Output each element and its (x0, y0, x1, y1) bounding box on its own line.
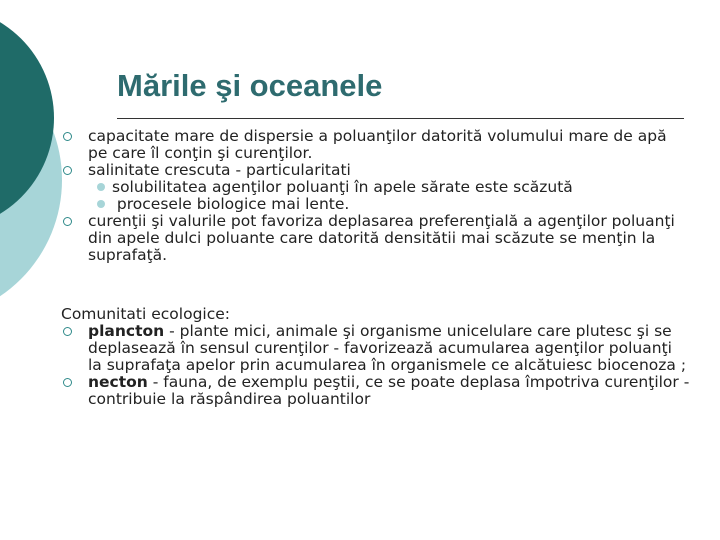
community-term: plancton (88, 322, 165, 340)
bullet-item-dispersion (60, 128, 690, 162)
bullet-item-salinity (60, 162, 690, 179)
hollow-bullet-icon (63, 378, 72, 387)
sub-bullet-item-biological (60, 196, 690, 213)
ecological-communities-section (60, 306, 690, 408)
sub-bullet-text: solubilitatea agenţilor poluanţi în apele sărate este scăzută (112, 178, 573, 196)
bullet-text: capacitate mare de dispersie a poluanţilor datorită volumului mare de apă pe care îl conţin şi curenţilor. (88, 127, 667, 162)
community-description: - fauna, de exemplu peştii, ce se poate deplasa împotriva curenţilor - contribuie la răspândirea poluantilor (88, 373, 690, 408)
sub-bullet-item-solubility (60, 179, 690, 196)
section-heading: Comunitati ecologice: (61, 305, 231, 323)
bullet-list (60, 128, 690, 264)
hollow-bullet-icon (63, 217, 72, 226)
hollow-bullet-icon (63, 166, 72, 175)
bullet-text: curenţii şi valurile pot favoriza deplasarea preferenţială a agenţilor poluanţi din apele dulci poluante care datorită densitătii mai scăzute se menţin la suprafaţă. (88, 212, 675, 264)
slide-title: Mările şi oceanele (117, 68, 383, 103)
community-item-plancton (60, 323, 690, 374)
community-term: necton (88, 373, 148, 391)
filled-bullet-icon (97, 183, 105, 191)
community-item-necton (60, 374, 690, 408)
hollow-bullet-icon (63, 327, 72, 336)
title-divider (117, 118, 684, 119)
bullet-text: salinitate crescuta - particularitati (88, 161, 351, 179)
bullet-item-currents (60, 213, 690, 264)
filled-bullet-icon (97, 200, 105, 208)
sub-bullet-text: procesele biologice mai lente. (112, 195, 350, 213)
community-description: - plante mici, animale şi organisme unicelulare care plutesc şi se deplasează în sensul curenţilor - favorizează acumularea agenţilor poluanţi la suprafaţa apelor prin acumularea în organismele ce alcătuiesc biocenoza ; (88, 322, 687, 374)
hollow-bullet-icon (63, 132, 72, 141)
